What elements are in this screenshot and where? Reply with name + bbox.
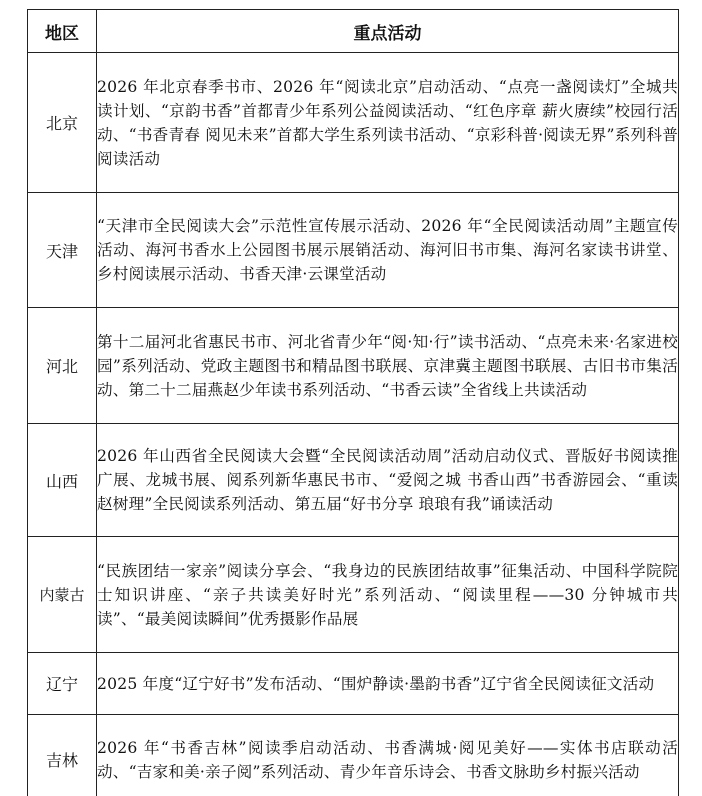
- table-row: [28, 308, 679, 424]
- region-cell: 山西: [28, 424, 97, 537]
- table-row: [28, 193, 679, 308]
- header-row: [28, 10, 679, 53]
- activities-cell: 2026 年山西省全民阅读大会暨“全民阅读活动周”活动启动仪式、晋版好书阅读推广展、龙城书展、阅系列新华惠民书市、“爱阅之城 书香山西”书香游园会、“重读赵树理”全民阅读系列活动、第五届“好书分享 琅琅有我”诵读活动: [97, 424, 679, 537]
- activities-table: [27, 9, 679, 796]
- table-row: [28, 715, 679, 796]
- table-row: [28, 537, 679, 653]
- region-cell: 内蒙古: [28, 537, 97, 653]
- activities-cell: 2026 年“书香吉林”阅读季启动活动、书香满城·阅见美好——实体书店联动活动、“吉家和美·亲子阅”系列活动、青少年音乐诗会、书香文脉助乡村振兴活动: [97, 715, 679, 796]
- region-cell: 天津: [28, 193, 97, 308]
- region-cell: 北京: [28, 53, 97, 193]
- activities-cell: “天津市全民阅读大会”示范性宣传展示活动、2026 年“全民阅读活动周”主题宣传活动、海河书香水上公园图书展示展销活动、海河旧书市集、海河名家读书讲堂、乡村阅读展示活动、书香天津·云课堂活动: [97, 193, 679, 308]
- table-row: [28, 653, 679, 715]
- region-cell: 吉林: [28, 715, 97, 796]
- activities-cell: 第十二届河北省惠民书市、河北省青少年“阅·知·行”读书活动、“点亮未来·名家进校园”系列活动、党政主题图书和精品图书联展、京津冀主题图书联展、古旧书市集活动、第二十二届燕赵少年读书系列活动、“书香云读”全省线上共读活动: [97, 308, 679, 424]
- activities-cell: “民族团结一家亲”阅读分享会、“我身边的民族团结故事”征集活动、中国科学院院士知识讲座、“亲子共读美好时光”系列活动、“阅读里程——30 分钟城市共读”、“最美阅读瞬间”优秀摄影作品展: [97, 537, 679, 653]
- activities-cell: 2026 年北京春季书市、2026 年“阅读北京”启动活动、“点亮一盏阅读灯”全城共读计划、“京韵书香”首都青少年系列公益阅读活动、“红色序章 薪火赓续”校园行活动、“书香青春 阅见未来”首都大学生系列读书活动、“京彩科普·阅读无界”系列科普阅读活动: [97, 53, 679, 193]
- region-cell: 辽宁: [28, 653, 97, 715]
- region-cell: 河北: [28, 308, 97, 424]
- table-row: [28, 53, 679, 193]
- activities-cell: 2025 年度“辽宁好书”发布活动、“围炉静读·墨韵书香”辽宁省全民阅读征文活动: [97, 653, 679, 715]
- table-row: [28, 424, 679, 537]
- header-activities: 重点活动: [97, 10, 679, 53]
- header-region: 地区: [28, 10, 97, 53]
